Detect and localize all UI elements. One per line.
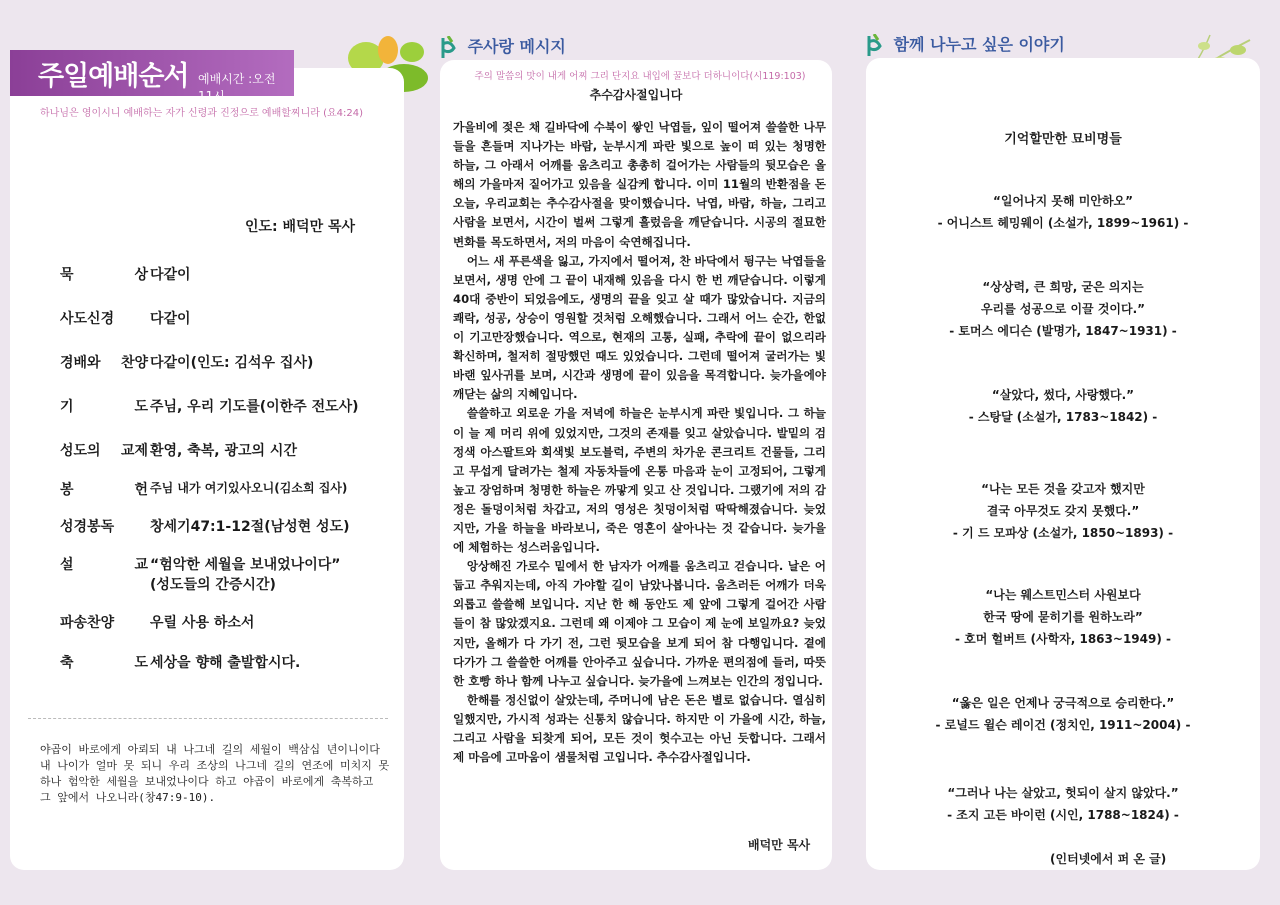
stories-header-text: 함께 나누고 싶은 이야기 [893, 35, 1065, 54]
sermon-subtitle: (성도들의 간증시간) [150, 577, 276, 593]
order-row [60, 554, 341, 574]
quote-author: - 어니스트 헤밍웨이 (소설가, 1899~1961) - [937, 216, 1189, 230]
order-row [60, 479, 348, 499]
order-row [60, 352, 314, 372]
service-time: 예배시간 :오전 11시 [198, 72, 276, 103]
message-header-text: 주사랑 메시지 [467, 37, 566, 56]
epitaph-quote [866, 584, 1260, 650]
order-row [60, 612, 255, 632]
epitaphs-title: 기억할만한 묘비명들 [1004, 132, 1122, 147]
quotes-source: (인터넷에서 퍼 온 글) [1050, 852, 1167, 866]
order-label: 축 도 [60, 655, 148, 671]
quote-line: 결국 아무것도 갖지 못했다.” [986, 504, 1140, 518]
worship-order-title-band [10, 50, 294, 103]
quote-line: “일어나지 못해 미안하오” [992, 194, 1134, 208]
message-paragraph: 가을비에 젖은 채 길바닥에 수북이 쌓인 낙엽들, 잎이 떨어져 쓸쓸한 나무들을 흔들며 지나가는 바람, 눈부시게 파란 빛으로 높이 떠 있는 청명한 하늘, 그 아래서 어깨를 움츠리고 총총히 걸어가는 사람들의 뒷모습은 올해의 가을마저 짙어가고 있음을 실감케 합니다. 이미 11월의 반환점을 돈 오늘, 우리교회는 추수감사절을 맞이했습니다. 낙엽, 바람, 하늘, 그리고 사람을 보면서, 시간이 벌써 그렇게 흘렀음을 깨닫습니다. 시공의 절묘한 변화를 목도하면서, 저의 마음이 숙연해집니다. [453, 120, 826, 249]
quote-line: “나는 모든 것을 갖고자 했지만 [981, 482, 1145, 496]
order-value: 창세기47:1-12절(남성현 성도) [150, 519, 350, 535]
section-mark-icon [440, 36, 460, 60]
stories-panel [866, 58, 1260, 870]
order-value: 다같이 [150, 311, 191, 327]
message-paragraph: 어느 새 푸른색을 잃고, 가지에서 떨어져, 찬 바닥에서 뒹구는 낙엽들을 보면서, 생명 안에 그 끝이 내재해 있음을 다시 한 번 깨닫습니다. 이렇게 40대 중반이 되었음에도, 생명의 끝을 잊고 살 때가 많았습니다. 지금의 쾌락, 성공, 상승이 영원할 것처럼 오해했습니다. 그래서 어느 순간, 한없이 기고만장했습니다. 역으로, 현재의 고통, 실패, 추락에 끝이 없으리라 확신하며, 철저히 절망했던 때도 있었습니다. 그런데 떨어져 굴러가는 빛바랜 잎사귀를 보며, 시간과 생명에 끝이 있음을 목격합니다. 늦가을에야 깨닫는 삶의 지혜입니다. [453, 253, 826, 402]
quote-line: “옳은 일은 언제나 궁극적으로 승리한다.” [951, 696, 1175, 710]
order-value: 세상을 향해 출발합시다. [150, 655, 301, 671]
epitaph-quote [866, 692, 1260, 736]
quote-line: “살았다, 썼다, 사랑했다.” [991, 388, 1135, 402]
order-label: 사도신경 [60, 311, 115, 327]
quote-author: - 토머스 에디슨 (발명가, 1847~1931) - [949, 324, 1177, 338]
order-row [60, 264, 191, 284]
order-value: 환영, 축복, 광고의 시간 [150, 443, 297, 459]
order-label: 설 교 [60, 557, 148, 573]
order-label: 성도의 교제 [60, 443, 148, 459]
section-mark-icon [866, 34, 886, 58]
quote-line: “상상력, 큰 희망, 굳은 의지는 [982, 280, 1144, 294]
order-label: 기 도 [60, 399, 148, 415]
quote-author: - 스탕달 (소설가, 1783~1842) - [968, 410, 1158, 424]
order-label: 묵 상 [60, 267, 148, 283]
quote-line: “그러나 나는 살았고, 헛되이 살지 않았다.” [947, 786, 1179, 800]
service-leader: 인도: 배덕만 목사 [245, 219, 356, 235]
epitaph-quote [866, 478, 1260, 544]
order-value: 다같이(인도: 김석우 집사) [150, 355, 314, 371]
order-label: 파송찬양 [60, 615, 115, 631]
quote-line: 한국 땅에 묻히기를 원하노라” [983, 610, 1143, 624]
order-row [60, 516, 350, 536]
epitaph-quote [866, 276, 1260, 342]
worship-order-title: 주일예배순서 [38, 61, 189, 92]
order-value: 다같이 [150, 267, 191, 283]
epitaph-quote [866, 782, 1260, 826]
epitaph-quote [866, 384, 1260, 428]
quote-author: - 조지 고든 바이런 (시인, 1788~1824) - [947, 808, 1179, 822]
order-value: 우릴 사용 하소서 [150, 615, 255, 631]
quote-author: - 호머 헐버트 (사학자, 1863~1949) - [955, 632, 1171, 646]
order-value: 주님 내가 여기있사오니(김소희 집사) [150, 481, 348, 495]
order-label: 봉 헌 [60, 482, 148, 498]
order-value: “험악한 세월을 보내었나이다” [150, 557, 341, 573]
message-header [440, 34, 566, 60]
epitaph-quote [866, 190, 1260, 234]
message-paragraph: 한해를 정신없이 살았는데, 주머니에 남은 돈은 별로 없습니다. 열심히 일했지만, 가시적 성과는 신통치 않습니다. 하지만 이 가을에 시간, 하늘, 그리고 사람을 되찾게 되어, 모든 것이 헛수고는 아닌 듯합니다. 그래서 제 마음에 고마움이 샘물처럼 고입니다. 추수감사절입니다. [453, 692, 826, 765]
message-title: 추수감사절입니다 [589, 88, 683, 102]
order-label: 성경봉독 [60, 519, 115, 535]
order-row [60, 396, 359, 416]
message-paragraph: 앙상해진 가로수 밑에서 한 남자가 어깨를 움츠리고 걷습니다. 날은 어둡고 추워지는데, 아직 가야할 길이 남았나봅니다. 움츠러든 어깨가 더욱 외롭고 쓸쓸해 보입니다. 지난 한 해 동안도 제 앞에 그렇게 걸어간 사람들이 참 많았겠지요. 그런데 왜 이제야 그 모습이 제 눈에 보일까요? 늦었지만, 올해가 다 가기 전, 그런 뒷모습을 보게 되어 참 다행입니다. 곁에 다가가 그 쓸쓸한 어깨를 안아주고 싶습니다. 가까운 편의점에 들러, 따뜻한 호빵 하나 함께 나누고 싶습니다. 늦가을에 느껴보는 인간의 정입니다. [453, 559, 826, 688]
message-paragraph: 쓸쓸하고 외로운 가을 저녁에 하늘은 눈부시게 파란 빛입니다. 그 하늘이 늘 제 머리 위에 있었지만, 그것의 존재를 잊고 살았습니다. 발밑의 검정색 아스팔트와 회색빛 보도블럭, 주변의 차가운 콘크리트 건물들, 그리고 무섭게 달려가는 철제 자동차들에 온통 마음과 눈이 고정되어, 그렇게 높고 장엄하며 청명한 하늘은 까맣게 잊고 산 것입니다. 그랬기에 저의 감정은 돌덩이처럼 차갑고, 저의 영성은 칫덩이처럼 딱딱해졌습니다. 늦었지만, 가을 하늘을 바라보니, 죽은 영혼이 살아나는 것 같습니다. 늦가을에 체험하는 성스러움입니다. [453, 406, 826, 555]
order-value: 주님, 우리 기도를(이한주 전도사) [150, 399, 359, 415]
quote-line: “나는 웨스트민스터 사원보다 [985, 588, 1141, 602]
quote-author: - 로널드 윌슨 레이건 (정치인, 1911~2004) - [935, 718, 1191, 732]
quote-author: - 기 드 모파상 (소설가, 1850~1893) - [952, 526, 1174, 540]
order-label: 경배와 찬양 [60, 355, 148, 371]
top-verse: 하나님은 영이시니 예배하는 자가 신령과 진정으로 예배할찌니라 (요4:24) [40, 108, 363, 119]
message-body [453, 118, 826, 767]
order-row [60, 440, 297, 460]
order-row [60, 652, 301, 672]
message-signature: 배덕만 목사 [748, 838, 811, 852]
bottom-verse: 야곱이 바로에게 아뢰되 내 나그네 길의 세월이 백삼십 년이니이다 내 나이가 얼마 못 되니 우리 조상의 나그네 길의 연조에 미치지 못하나 험악한 세월을 보내었나이다 하고 야곱이 바로에게 축복하고 그 앞에서 나오니라(창47:9-10). [40, 743, 390, 804]
divider [28, 718, 388, 719]
stories-header [866, 32, 1065, 58]
quote-line: 우리를 성공으로 이끌 것이다.” [980, 302, 1146, 316]
message-verse: 주의 말씀의 맛이 내게 어찌 그리 단지요 내입에 꿀보다 더하니이다(시119:103) [474, 71, 806, 82]
order-row [60, 308, 191, 328]
